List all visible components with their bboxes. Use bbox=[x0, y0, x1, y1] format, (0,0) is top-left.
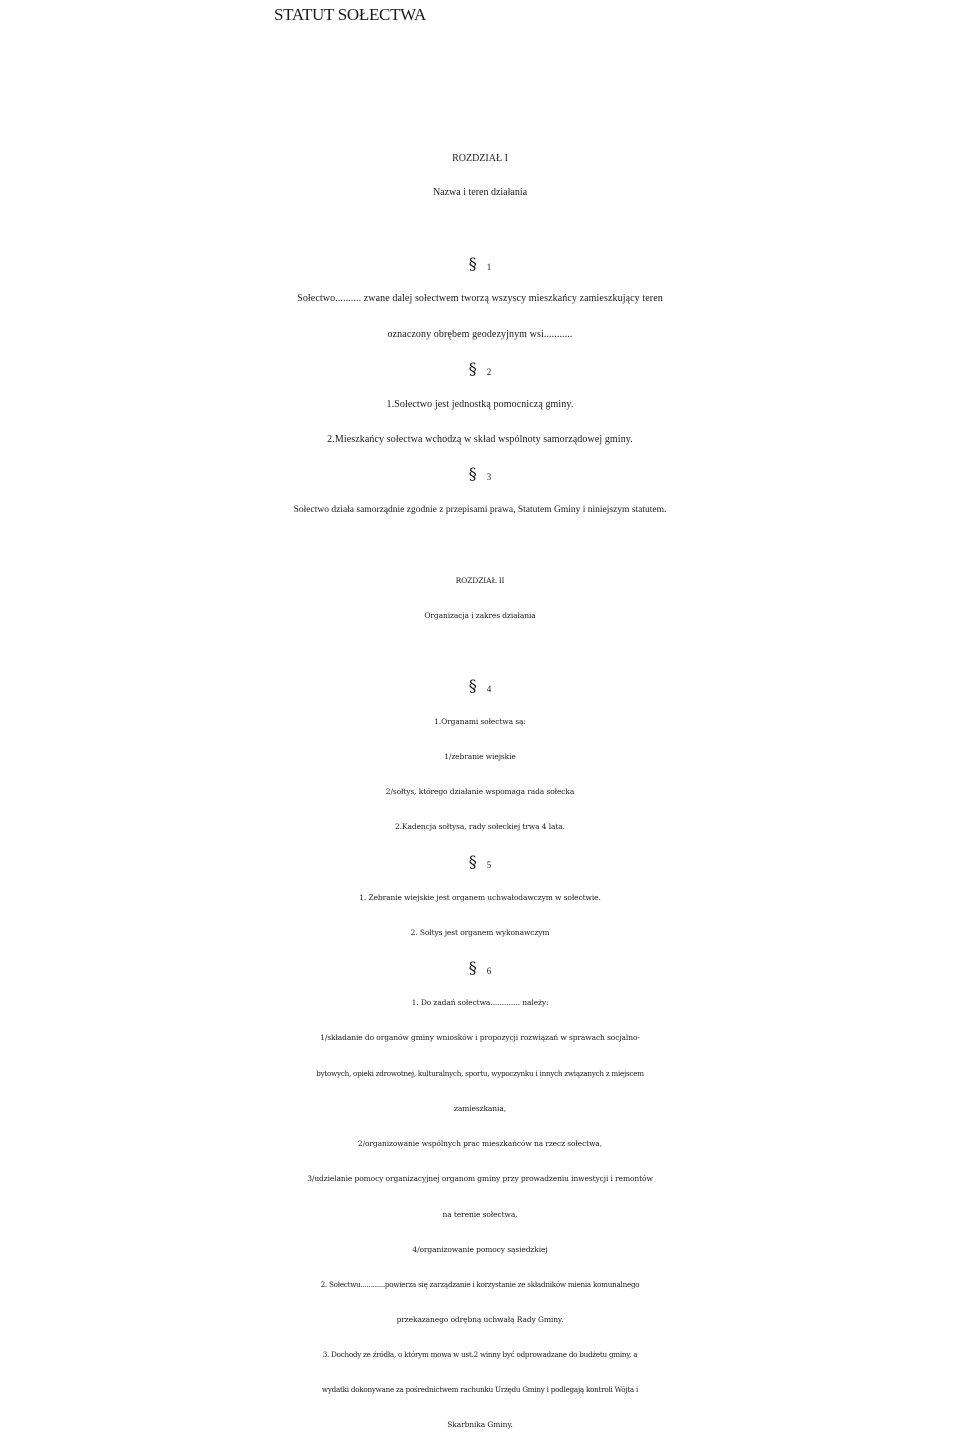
paragraph-4-line-4: 2.Kadencja sołtysa, rady sołeckiej trwa 4 lata. bbox=[395, 822, 565, 831]
paragraph-4-line-3: 2/sołtys, którego działanie wspomaga rada sołecka bbox=[385, 787, 575, 796]
paragraph-1-number: 1 bbox=[486, 262, 492, 272]
chapter-1-number: ROZDZIAŁ I bbox=[452, 153, 508, 164]
paragraph-6-line-13: Skarbnika Gminy. bbox=[447, 1420, 513, 1429]
paragraph-1-line-1: Sołectwo.......... zwane dalej sołectwem tworzą wszyscy mieszkańcy zamieszkujący teren bbox=[297, 293, 663, 304]
paragraph-6-line-2: 1/składanie do organów gminy wniosków i propozycji rozwiązań w sprawach socjalno- bbox=[320, 1033, 640, 1042]
paragraph-6-line-8: 4/organizowanie pomocy sąsiedzkiej bbox=[412, 1245, 548, 1254]
paragraph-6-number: 6 bbox=[486, 966, 492, 976]
chapter-2-name: Organizacja i zakres działania bbox=[424, 611, 536, 620]
section-sign-icon: § bbox=[468, 359, 477, 378]
chapter-2-number: ROZDZIAŁ II bbox=[455, 576, 505, 585]
paragraph-6-line-6: 3/udzielanie pomocy organizacyjnej organom gminy przy prowadzeniu inwestycji i remontów bbox=[307, 1174, 653, 1183]
section-sign-icon: § bbox=[468, 464, 477, 483]
paragraph-3-number: 3 bbox=[486, 472, 492, 482]
paragraph-6-line-4: zamieszkania, bbox=[454, 1104, 506, 1113]
paragraph-2-line-2: 2.Mieszkańcy sołectwa wchodzą w skład wspólnoty samorządowej gminy. bbox=[327, 434, 633, 445]
section-sign-icon: § bbox=[468, 852, 477, 871]
paragraph-5-line-1: 1. Zebranie wiejskie jest organem uchwałodawczym w sołectwie. bbox=[359, 893, 601, 902]
paragraph-6-line-3: bytowych, opieki zdrowotnej, kulturalnych, sportu, wypoczynku i innych związanych z miejscem bbox=[316, 1069, 644, 1078]
paragraph-6-line-12: wydatki dokonywane za pośrednictwem rachunku Urzędu Gminy i podlegają kontroli Wójta i bbox=[321, 1385, 639, 1394]
paragraph-1-heading bbox=[0, 252, 960, 278]
paragraph-6-line-7: na terenie sołectwa, bbox=[442, 1210, 518, 1219]
paragraph-6-line-1: 1. Do zadań sołectwa............. należy: bbox=[411, 998, 549, 1007]
paragraph-6-line-5: 2/organizowanie wspólnych prac mieszkańców na rzecz sołectwa, bbox=[357, 1139, 603, 1148]
paragraph-4-line-1: 1.Organami sołectwa są: bbox=[434, 717, 526, 726]
paragraph-2-heading bbox=[0, 357, 960, 383]
section-sign-icon: § bbox=[468, 958, 477, 977]
paragraph-1-line-2: oznaczony obrębem geodezyjnym wsi........... bbox=[387, 329, 573, 340]
section-sign-icon: § bbox=[468, 676, 477, 695]
section-sign-icon: § bbox=[468, 254, 477, 273]
paragraph-3-line-1: Sołectwo działa samorządnie zgodnie z przepisami prawa, Statutem Gminy i niniejszym statutem. bbox=[293, 505, 667, 515]
paragraph-2-number: 2 bbox=[486, 367, 492, 377]
paragraph-6-line-9: 2. Sołectwu............powierza się zarządzanie i korzystanie ze składników mienia komunalnego bbox=[320, 1280, 640, 1289]
paragraph-5-heading bbox=[0, 850, 960, 876]
paragraph-4-line-2: 1/zebranie wiejskie bbox=[444, 752, 516, 761]
paragraph-5-line-2: 2. Sołtys jest organem wykonawczym bbox=[410, 928, 550, 937]
paragraph-5-number: 5 bbox=[486, 860, 492, 870]
paragraph-4-heading bbox=[0, 674, 960, 700]
paragraph-3-heading bbox=[0, 462, 960, 488]
chapter-1-name: Nazwa i teren działania bbox=[432, 187, 528, 198]
paragraph-2-line-1: 1.Sołectwo jest jednostką pomocniczą gminy. bbox=[386, 399, 574, 410]
document-title: STATUT SOŁECTWA bbox=[273, 5, 427, 24]
paragraph-6-heading bbox=[0, 956, 960, 982]
paragraph-4-number: 4 bbox=[486, 684, 492, 694]
paragraph-6-line-11: 3. Dochody ze źródła, o którym mowa w ust.2 winny być odprowadzane do budżetu gminy, a bbox=[322, 1350, 638, 1359]
paragraph-6-line-10: przekazanego odrębną uchwałą Rady Gminy. bbox=[396, 1315, 564, 1324]
